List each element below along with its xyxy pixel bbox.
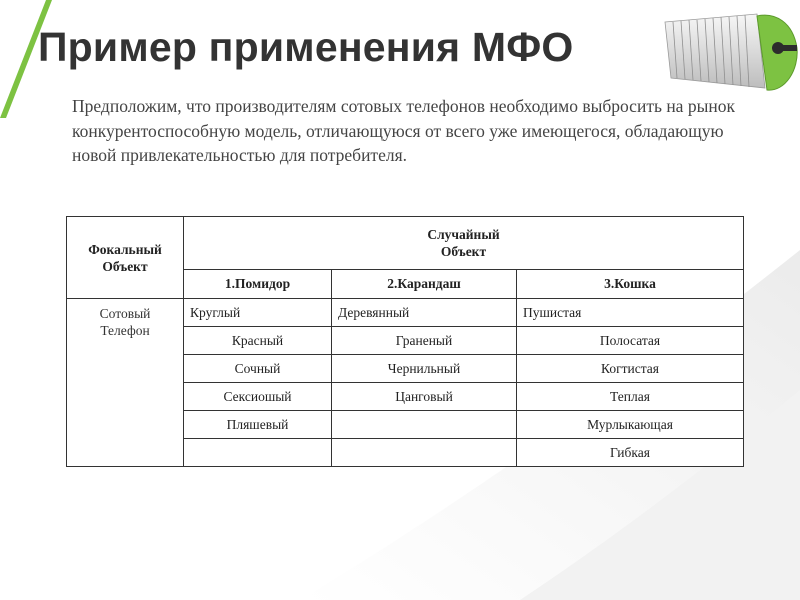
focal-header-line2: Объект [102, 258, 148, 274]
object-header-tomato: 1.Помидор [184, 270, 332, 299]
random-header-line2: Объект [440, 244, 487, 259]
table-cell: Мурлыкающая [517, 411, 744, 439]
mfo-table [66, 216, 744, 467]
table-cell: Пляшевый [184, 411, 332, 439]
object-header-pencil: 2.Карандаш [332, 270, 517, 299]
table-cell: Граненый [332, 327, 517, 355]
table-cell: Полосатая [517, 327, 744, 355]
focal-object-header [67, 217, 184, 299]
table-cell: Деревянный [332, 299, 517, 327]
table-cell: Цанговый [332, 383, 517, 411]
tape-roll-icon [657, 8, 800, 98]
table-cell [184, 439, 332, 467]
table-cell [332, 411, 517, 439]
table-cell: Сочный [184, 355, 332, 383]
focal-header-line1: Фокальный [88, 241, 162, 257]
object-header-cat: 3.Кошка [517, 270, 744, 299]
table-cell: Круглый [184, 299, 332, 327]
intro-paragraph: Предположим, что производителям сотовых телефонов необходимо выбросить на рынок конкурентоспособную модель, отличающуюся от всего уже имеющегося, обладающую новой привлекательностью для потребителя. [72, 96, 735, 165]
table-cell: Когтистая [517, 355, 744, 383]
focal-value-line2: Телефон [100, 323, 150, 338]
focal-object-value [67, 299, 184, 467]
mfo-table-container [66, 216, 744, 467]
table-cell [332, 439, 517, 467]
table-cell: Красный [184, 327, 332, 355]
table-cell: Гибкая [517, 439, 744, 467]
table-cell: Сексиошый [184, 383, 332, 411]
table-row [67, 299, 744, 327]
table-cell: Чернильный [332, 355, 517, 383]
random-header-line1: Случайный [427, 227, 500, 242]
table-cell: Пушистая [517, 299, 744, 327]
random-object-header [184, 217, 744, 270]
slide-title: Пример применения МФО [38, 24, 574, 70]
table-cell: Теплая [517, 383, 744, 411]
focal-value-line1: Сотовый [99, 306, 151, 321]
